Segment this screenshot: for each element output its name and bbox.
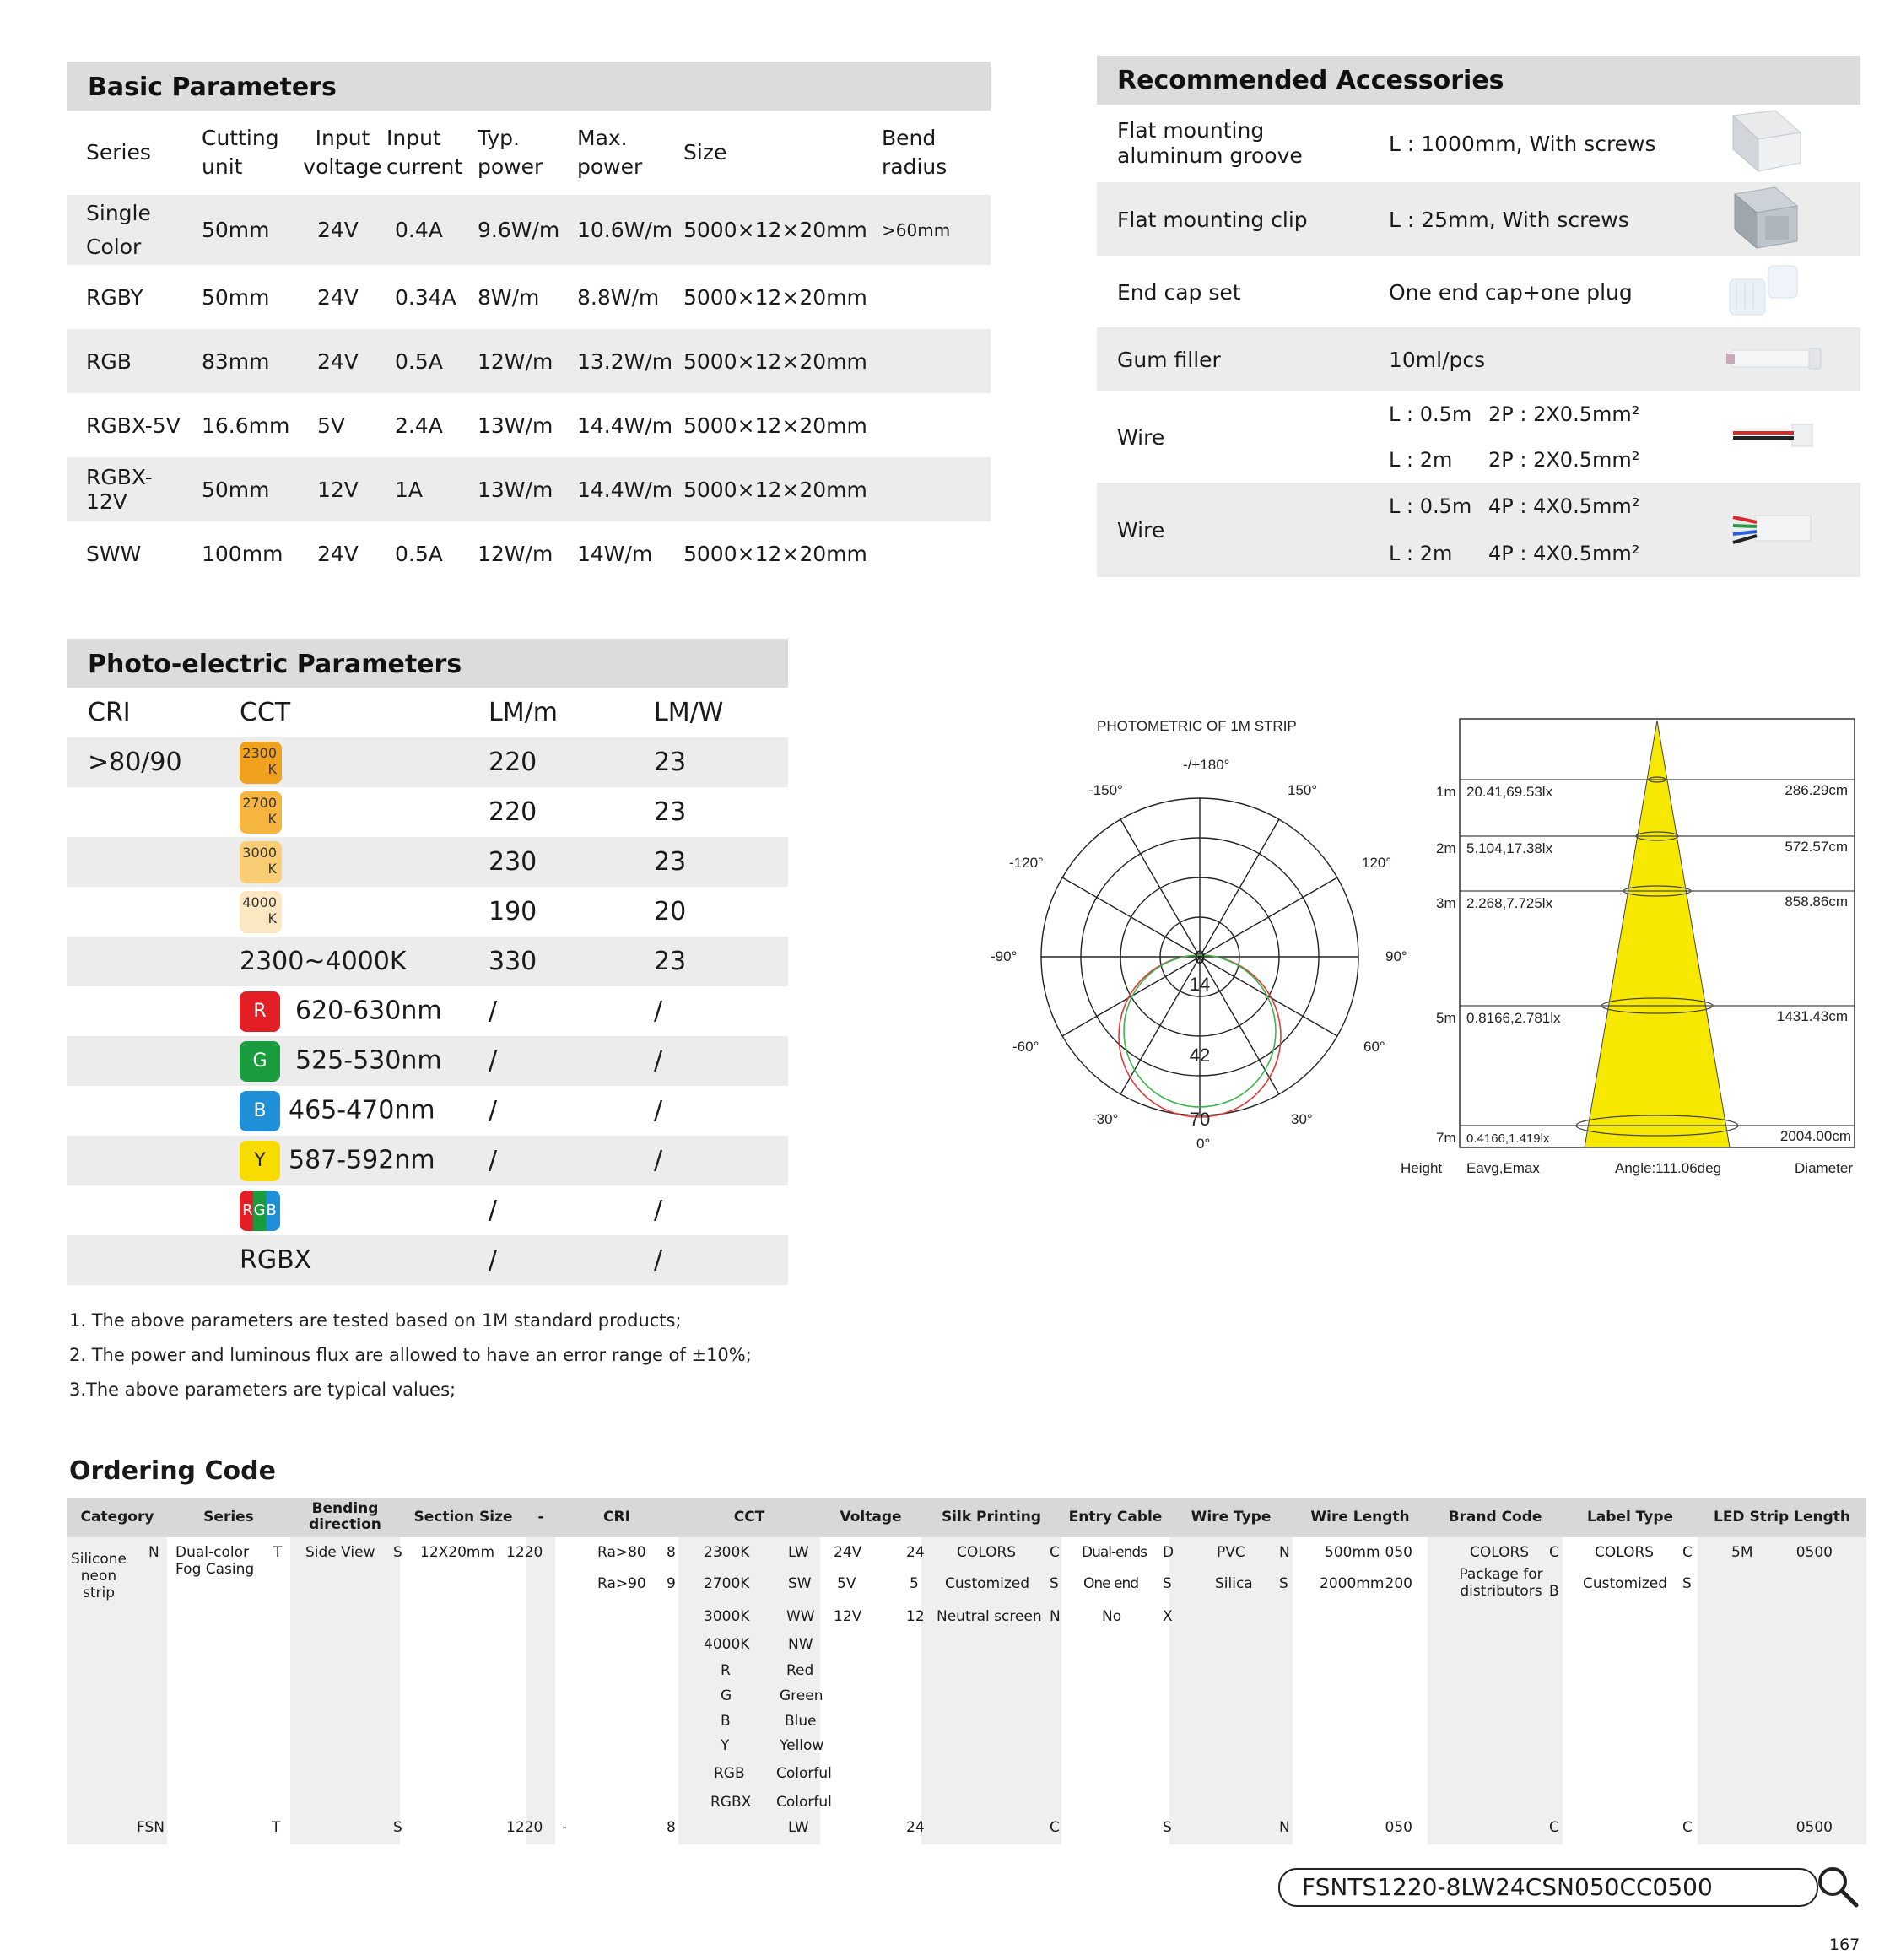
svg-text:42: 42	[1189, 1045, 1211, 1066]
col-input-current: Input current	[386, 126, 463, 179]
table-row: 4000 K 190 20	[67, 887, 788, 937]
basic-parameters-title: Basic Parameters	[88, 73, 337, 102]
svg-text:5m: 5m	[1436, 1010, 1456, 1026]
svg-text:2.268,7.725lx: 2.268,7.725lx	[1466, 895, 1553, 911]
svg-text:20.41,69.53lx: 20.41,69.53lx	[1466, 784, 1553, 800]
table-row: >80/90 2300 K 220 23	[67, 737, 788, 787]
table-row: RGBY 50mm 24V 0.34A 8W/m 8.8W/m 5000×12×20mm	[86, 284, 867, 310]
accessory-row: Wire L : 0.5m 2P : 2X0.5mm² L : 2m 2P : 2X0.5mm²	[1097, 391, 1860, 483]
table-row: 2700 K 220 23	[67, 787, 788, 837]
accessories-table	[1097, 105, 1860, 577]
photometric-polar-chart	[979, 717, 1434, 1164]
end-cap-icon	[1725, 259, 1809, 320]
table-row: RGBX-5V 16.6mm 5V 2.4A 13W/m 14.4W/m 5000×12×20mm	[86, 413, 867, 438]
mounting-clip-icon	[1725, 182, 1809, 251]
svg-text:150°: 150°	[1288, 782, 1318, 798]
svg-text:0°: 0°	[1196, 1136, 1211, 1152]
basic-parameters-header	[67, 62, 991, 111]
svg-text:-150°: -150°	[1088, 782, 1123, 798]
table-row: G 525-530nm / /	[67, 1036, 788, 1086]
ordering-code-search-input[interactable]: FSNTS1220-8LW24CSN050CC0500	[1278, 1868, 1818, 1907]
table-row: Y 587-592nm / /	[67, 1136, 788, 1185]
col-size: Size	[683, 140, 727, 165]
table-row: RGBX-12V 50mm 12V 1A 13W/m 14.4W/m 5000×12×20mm	[67, 457, 991, 521]
accessory-row: End cap set One end cap+one plug	[1097, 256, 1860, 327]
basic-parameters-header-row	[67, 111, 991, 195]
accessory-row: Flat mounting clip L : 25mm, With screws	[1097, 182, 1860, 256]
svg-text:1431.43cm: 1431.43cm	[1776, 1008, 1848, 1024]
table-row: R 620-630nm / /	[67, 986, 788, 1036]
svg-text:5.104,17.38lx: 5.104,17.38lx	[1466, 840, 1553, 856]
col-cutting-unit: Cutting unit	[202, 126, 279, 179]
blue-color-icon: B	[240, 1091, 280, 1131]
green-color-icon: G	[240, 1041, 280, 1082]
svg-text:286.29cm: 286.29cm	[1785, 782, 1848, 798]
cct-chip-3000k: 3000 K	[240, 841, 282, 883]
svg-text:7m: 7m	[1436, 1130, 1456, 1146]
svg-text:-30°: -30°	[1092, 1111, 1119, 1127]
photo-electric-table	[67, 688, 788, 1285]
rgb-color-icon: RGB	[240, 1191, 280, 1231]
svg-text:Angle:111.06deg: Angle:111.06deg	[1615, 1160, 1722, 1176]
svg-text:Eavg,Emax: Eavg,Emax	[1466, 1160, 1540, 1176]
svg-text:120°: 120°	[1362, 855, 1392, 871]
svg-text:-120°: -120°	[1009, 855, 1044, 871]
table-row: RGB / /	[67, 1185, 788, 1235]
yellow-color-icon: Y	[240, 1141, 280, 1181]
note-1: 1. The above parameters are tested based on 1M standard products;	[69, 1310, 682, 1331]
ordering-code-table: Category Series Bending direction Section Size - CRI CCT Voltage Silk Printing Entry Cable Wire Type Wire Length Brand Code Label Type LED Strip Length Silicone neon strip N Dual-color Fog Casing T Side View S 12X20mm 1220 Ra>80 8 Ra>90 9 2300K LW 2700K SW 3000K WW 4000K NW R Red G Green B Blue Y Yellow RGB Colorful RGBX Colorful 24V 24 5V 5 12V 12 COLORS C Customized S Neutral screen N Dual-ends D One end S No X PVC N Silica S 500mm 050 2000mm 200 COLORS C Package for distributors B COLORS C Customized S 5M 0500 FSN T S 1220 - 8 LW 24 C S N 050 C C 0500	[67, 1498, 1866, 1844]
svg-text:Height: Height	[1401, 1160, 1443, 1176]
accessories-title: Recommended Accessories	[1117, 66, 1504, 95]
photo-electric-header	[67, 639, 788, 688]
table-row: 3000 K 230 23	[67, 837, 788, 887]
photo-electric-title: Photo-electric Parameters	[88, 650, 462, 679]
svg-text:60°: 60°	[1363, 1039, 1385, 1055]
note-2: 2. The power and luminous flux are allowed to have an error range of ±10%;	[69, 1345, 752, 1365]
wire-2p-icon	[1725, 418, 1817, 451]
svg-text:-/+180°: -/+180°	[1183, 757, 1230, 773]
svg-text:0: 0	[1194, 947, 1206, 968]
col-typ-power: Typ. power	[478, 126, 543, 179]
svg-text:3m: 3m	[1436, 895, 1456, 911]
svg-text:2m: 2m	[1436, 840, 1456, 856]
red-color-icon: R	[240, 991, 280, 1032]
svg-text:-60°: -60°	[1012, 1039, 1039, 1055]
col-input-voltage: Input voltage	[303, 126, 382, 179]
svg-text:858.86cm: 858.86cm	[1785, 894, 1848, 910]
ordering-code-title: Ordering Code	[69, 1456, 276, 1486]
svg-text:-90°: -90°	[991, 948, 1018, 964]
cct-chip-4000k: 4000 K	[240, 891, 282, 933]
polar-title: PHOTOMETRIC OF 1M STRIP	[1097, 718, 1297, 734]
svg-text:572.57cm: 572.57cm	[1785, 839, 1848, 855]
wire-4p-icon	[1725, 502, 1817, 553]
svg-text:30°: 30°	[1291, 1111, 1313, 1127]
search-icon[interactable]	[1814, 1863, 1861, 1910]
accessory-row: Wire L : 0.5m 4P : 4X0.5mm² L : 2m 4P : 4X0.5mm²	[1097, 483, 1860, 577]
svg-text:90°: 90°	[1385, 948, 1407, 964]
accessory-row: Gum filler 10ml/pcs	[1097, 327, 1860, 391]
ordering-header-row: Category Series Bending direction Section Size - CRI CCT Voltage Silk Printing Entry Cable Wire Type Wire Length Brand Code Label Type LED Strip Length	[80, 1500, 1850, 1533]
photo-electric-header-row: CRI CCT LM/m LM/W	[88, 698, 724, 727]
svg-text:Diameter: Diameter	[1795, 1160, 1853, 1176]
svg-text:0.8166,2.781lx: 0.8166,2.781lx	[1466, 1010, 1561, 1026]
table-row: B 465-470nm / /	[67, 1086, 788, 1136]
col-max-power: Max. power	[577, 126, 643, 179]
aluminum-groove-icon	[1725, 107, 1809, 175]
gum-tube-icon	[1725, 340, 1826, 374]
table-row: 2300~4000K 330 23	[67, 937, 788, 986]
cri-value: >80/90	[88, 748, 182, 777]
beam-diameter-chart	[1401, 717, 1860, 1190]
svg-text:70: 70	[1189, 1109, 1211, 1130]
table-row: RGBX / /	[67, 1235, 788, 1285]
svg-text:0.4166,1.419lx: 0.4166,1.419lx	[1466, 1131, 1550, 1146]
cct-chip-2300k: 2300 K	[240, 742, 282, 784]
table-row: RGB 83mm 24V 0.5A 12W/m 13.2W/m 5000×12×20mm	[67, 329, 991, 393]
note-3: 3.The above parameters are typical values;	[69, 1380, 456, 1400]
svg-text:2004.00cm: 2004.00cm	[1779, 1128, 1851, 1144]
page-number: 167	[1829, 1936, 1860, 1954]
svg-text:14: 14	[1189, 974, 1211, 995]
svg-text:1m: 1m	[1436, 784, 1456, 800]
table-row: Single Color 50mm 24V 0.4A 9.6W/m 10.6W/m 5000×12×20mm >60mm	[67, 195, 991, 265]
table-row: SWW 100mm 24V 0.5A 12W/m 14W/m 5000×12×20mm	[86, 541, 867, 566]
cct-chip-2700k: 2700 K	[240, 791, 282, 834]
col-series: Series	[86, 140, 151, 165]
col-bend-radius: Bend radius	[882, 126, 948, 179]
accessory-row: Flat mounting aluminum groove L : 1000mm, With screws	[1097, 105, 1860, 182]
accessories-header	[1097, 56, 1860, 105]
basic-parameters-table	[67, 111, 991, 586]
